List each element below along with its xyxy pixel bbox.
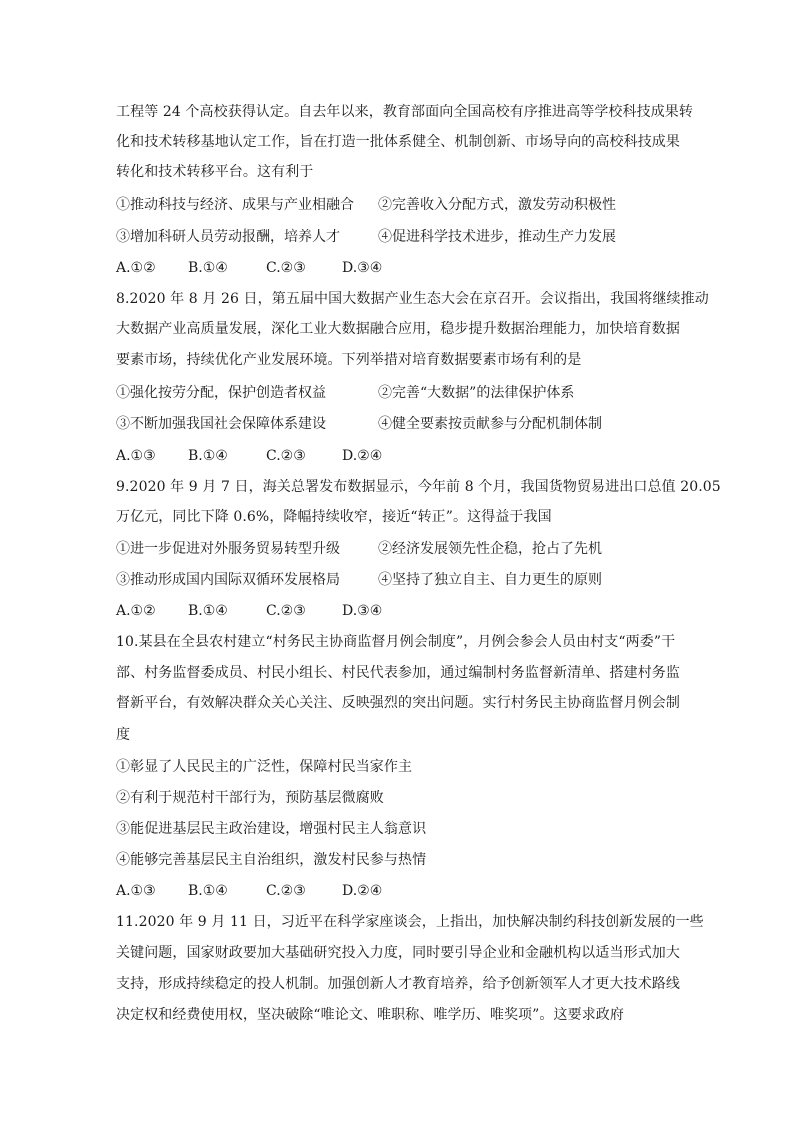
intro-line-1: 工程等 24 个高校获得认定。自去年以来，教育部面向全国高校有序推进高等学校科技成果转 [116,104,694,120]
answer-b: B.①④ [188,883,228,899]
q11-line-4: 决定权和经费使用权，坚决破除“唯论文、唯职称、唯学历、唯奖项”。这要求政府 [116,1007,625,1023]
answer-d: D.③④ [342,260,383,276]
q10-line-4: 度 [116,727,131,743]
answer-c: C.②③ [266,448,306,464]
answer-d: D.②④ [342,448,383,464]
q10-line-1: 10.某县在全县农村建立“村务民主协商监督月例会制度”，月例会参会人员由村支“两委”干 [116,634,676,650]
answer-b: B.①④ [188,260,228,276]
q9-option-2: ②经济发展领先性企稳，抢占了先机 [378,541,602,557]
intro-options-row-1 [116,195,686,215]
intro-option-4: ④促进科学技术进步，推动生产力发展 [378,229,616,245]
intro-line-2: 化和技术转移基地认定工作，旨在打造一批体系健全、机制创新、市场导向的高校科技成果 [116,134,680,150]
q8-option-3: ③不断加强我国社会保障体系建设 [116,416,326,432]
answer-a: A.①② [116,603,156,619]
q8-option-2: ②完善“大数据”的法律保护体系 [378,385,575,401]
q9-option-4: ④坚持了独立自主、自力更生的原则 [378,572,602,588]
q9-line-1: 9.2020 年 9 月 7 日，海关总署发布数据显示，今年前 8 个月，我国货物贸易进出口总值 20.05 [116,479,721,495]
q10-option-3: ③能促进基层民主政治建设，增强村民主人翁意识 [116,821,427,837]
intro-line-3: 转化和技术转移平台。这有利于 [116,164,314,180]
answer-a: A.①③ [116,448,156,464]
q8-options-row-1 [116,383,686,403]
q8-line-1: 8.2020 年 8 月 26 日，第五届中国大数据产业生态大会在京召开。会议指出，我国将继续推动 [116,291,709,307]
q8-options-row-2 [116,414,686,434]
answer-c: C.②③ [266,260,306,276]
q8-line-3: 要素市场，持续优化产业发展环境。下列举措对培育数据要素市场有利的是 [116,352,582,368]
answer-d: D.②④ [342,883,383,899]
q8-line-2: 大数据产业高质量发展，深化工业大数据融合应用，稳步提升数据治理能力，加快培育数据 [116,321,680,337]
answer-c: C.②③ [266,603,306,619]
q9-options-row-1 [116,539,686,559]
q10-line-2: 部、村务监督委成员、村民小组长、村民代表参加，通过编制村务监督新清单、搭建村务监 [116,665,680,681]
q9-options-row-2 [116,570,686,590]
answer-a: A.①③ [116,883,156,899]
q10-option-1: ①彰显了人民民主的广泛性，保障村民当家作主 [116,759,413,775]
q9-option-3: ③推动形成国内国际双循环发展格局 [116,572,340,588]
q10-option-4: ④能够完善基层民主自治组织，激发村民参与热情 [116,852,427,868]
q11-line-3: 支持，形成持续稳定的投人机制。加强创新人才教育培养，给予创新领军人才更大技术路线 [116,976,680,992]
answer-a: A.①② [116,260,156,276]
q9-option-1: ①进一步促进对外服务贸易转型升级 [116,541,340,557]
intro-option-1: ①推动科技与经济、成果与产业相融合 [116,197,354,213]
q11-line-1: 11.2020 年 9 月 11 日，习近平在科学家座谈会，上指出，加快解决制约科技创新发展的一些 [116,914,704,930]
answer-b: B.①④ [188,448,228,464]
q10-option-2: ②有利于规范村干部行为，预防基层微腐败 [116,790,384,806]
q9-line-2: 万亿元，同比下降 0.6%，降幅持续收窄，接近“转正”。这得益于我国 [116,509,552,525]
answer-b: B.①④ [188,603,228,619]
intro-option-2: ②完善收入分配方式，激发劳动积极性 [378,197,616,213]
intro-option-3: ③增加科研人员劳动报酬，培养人才 [116,229,340,245]
q8-option-4: ④健全要素按贡献参与分配机制体制 [378,416,602,432]
q8-option-1: ①强化按劳分配，保护创造者权益 [116,385,326,401]
intro-options-row-2 [116,227,686,247]
q10-line-3: 督新平台，有效解决群众关心关注、反映强烈的突出问题。实行村务民主协商监督月例会制 [116,695,680,711]
q11-line-2: 关键问题，国家财政要加大基础研究投入力度，同时要引导企业和金融机构以适当形式加大 [116,945,680,961]
answer-d: D.③④ [342,603,383,619]
answer-c: C.②③ [266,883,306,899]
